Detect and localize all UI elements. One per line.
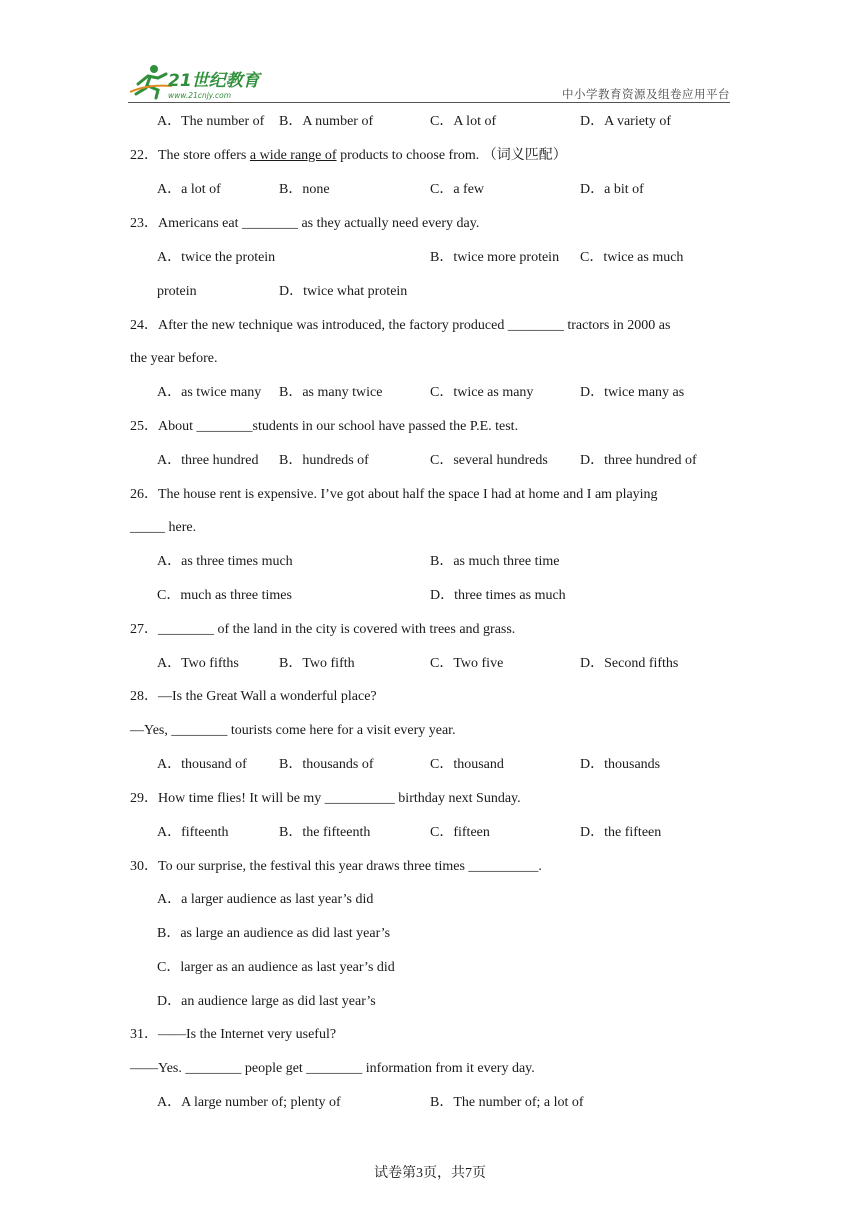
q29-options <box>0 823 860 843</box>
q30-option-b-row <box>0 924 860 944</box>
header-divider <box>128 102 730 103</box>
q30-option-b[interactable]: B．as large an audience as did last year’s <box>157 926 391 941</box>
q30-option-d-row <box>0 992 860 1012</box>
q28-option-d[interactable]: D．thousands <box>580 757 661 772</box>
q22-underlined-phrase: a wide range of <box>249 148 337 163</box>
q29-option-a[interactable]: A．fifteenth <box>157 825 229 840</box>
q26-option-d[interactable]: D．three times as much <box>430 588 566 603</box>
q28-stem-line1: 28．—Is the Great Wall a wonderful place? <box>130 689 377 704</box>
q31-stem-line2: ——Yes. ________ people get ________ information from it every day. <box>130 1061 535 1076</box>
q26-stem-line2: _____ here. <box>130 520 197 535</box>
q23-question <box>0 214 860 234</box>
q21-options <box>0 112 860 132</box>
q25-options <box>0 451 860 471</box>
q28-question <box>0 687 860 707</box>
q22-options <box>0 180 860 200</box>
q24-stem-line1: 24．After the new technique was introduced, the factory produced ________ tractors in 2000 as <box>130 318 671 333</box>
q23-option-c[interactable]: C．twice as much <box>580 250 684 265</box>
q24-option-b[interactable]: B．as many twice <box>279 385 383 400</box>
q22-stem: 22．The store offers a wide range of products to choose from. （词义匹配） <box>130 148 567 163</box>
q28-option-a[interactable]: A．thousand of <box>157 757 247 772</box>
q26-question-cont <box>0 518 860 538</box>
q24-option-d[interactable]: D．twice many as <box>580 385 685 400</box>
q26-stem-line1: 26．The house rent is expensive. I’ve got about half the space I had at home and I am playing <box>130 487 658 502</box>
logo-text: 21世纪教育 <box>168 71 260 91</box>
q25-question <box>0 417 860 437</box>
q30-question <box>0 857 860 877</box>
q24-option-a[interactable]: A．as twice many <box>157 385 262 400</box>
q27-stem: 27．________ of the land in the city is covered with trees and grass. <box>130 622 516 637</box>
q23-stem: 23．Americans eat ________ as they actually need every day. <box>130 216 480 231</box>
q29-option-b[interactable]: B．the fifteenth <box>279 825 371 840</box>
q23-option-b[interactable]: B．twice more protein <box>430 250 560 265</box>
q22-option-b[interactable]: B．none <box>279 182 330 197</box>
q27-options <box>0 654 860 674</box>
q24-option-c[interactable]: C．twice as many <box>430 385 534 400</box>
logo-21cnjy <box>128 62 288 102</box>
q29-option-c[interactable]: C．fifteen <box>430 825 490 840</box>
q27-option-b[interactable]: B．Two fifth <box>279 656 355 671</box>
q27-question <box>0 620 860 640</box>
q26-option-c[interactable]: C．much as three times <box>157 588 292 603</box>
q27-option-a[interactable]: A．Two fifths <box>157 656 239 671</box>
q24-stem-line2: the year before. <box>130 351 218 366</box>
q26-option-b[interactable]: B．as much three time <box>430 554 560 569</box>
q26-options-1 <box>0 552 860 572</box>
q28-option-b[interactable]: B．thousands of <box>279 757 374 772</box>
q31-option-b[interactable]: B．The number of; a lot of <box>430 1095 584 1110</box>
q31-options <box>0 1093 860 1113</box>
q23-option-d[interactable]: D．twice what protein <box>279 284 408 299</box>
q22-question <box>0 146 860 166</box>
q31-option-a[interactable]: A．A large number of; plenty of <box>157 1095 341 1110</box>
q24-question-cont <box>0 349 860 369</box>
logo-url: www.21cnjy.com <box>168 91 232 100</box>
q31-question <box>0 1025 860 1045</box>
q25-option-d[interactable]: D．three hundred of <box>580 453 697 468</box>
q21-option-c[interactable]: C．A lot of <box>430 114 497 129</box>
q25-option-b[interactable]: B．hundreds of <box>279 453 369 468</box>
q27-option-d[interactable]: D．Second fifths <box>580 656 679 671</box>
q28-question-cont <box>0 721 860 741</box>
q28-option-c[interactable]: C．thousand <box>430 757 504 772</box>
q23-options <box>0 248 860 268</box>
q30-option-c[interactable]: C．larger as an audience as last year’s did <box>157 960 395 975</box>
q29-stem: 29．How time flies! It will be my __________ birthday next Sunday. <box>130 791 521 806</box>
q30-option-d[interactable]: D．an audience large as did last year’s <box>157 994 376 1009</box>
q24-question <box>0 316 860 336</box>
q26-question <box>0 485 860 505</box>
q26-option-a[interactable]: A．as three times much <box>157 554 293 569</box>
q26-options-2 <box>0 586 860 606</box>
page-footer: 试卷第3页，共7页 <box>374 1166 486 1181</box>
q25-stem: 25．About ________students in our school have passed the P.E. test. <box>130 419 519 434</box>
q28-stem-line2: —Yes, ________ tourists come here for a visit every year. <box>130 723 456 738</box>
q23-option-c-wrap[interactable]: protein <box>157 284 197 299</box>
q21-option-d[interactable]: D．A variety of <box>580 114 671 129</box>
q22-option-c[interactable]: C．a few <box>430 182 485 197</box>
q30-option-c-row <box>0 958 860 978</box>
q23-option-a[interactable]: A．twice the protein <box>157 250 276 265</box>
q21-option-b[interactable]: B．A number of <box>279 114 374 129</box>
q24-options <box>0 383 860 403</box>
page-header <box>128 62 730 104</box>
q30-option-a[interactable]: A．a larger audience as last year’s did <box>157 892 374 907</box>
header-platform-text: 中小学教育资源及组卷应用平台 <box>562 87 730 101</box>
q22-option-a[interactable]: A．a lot of <box>157 182 221 197</box>
q22-option-d[interactable]: D．a bit of <box>580 182 644 197</box>
q28-options <box>0 755 860 775</box>
q25-option-a[interactable]: A．three hundred <box>157 453 259 468</box>
q29-option-d[interactable]: D．the fifteen <box>580 825 662 840</box>
q31-question-cont <box>0 1059 860 1079</box>
q30-stem: 30．To our surprise, the festival this year draws three times __________. <box>130 859 542 874</box>
q31-stem-line1: 31．——Is the Internet very useful? <box>130 1027 337 1042</box>
q27-option-c[interactable]: C．Two five <box>430 656 504 671</box>
q25-option-c[interactable]: C．several hundreds <box>430 453 548 468</box>
q30-option-a-row <box>0 890 860 910</box>
q23-options-wrap <box>0 282 860 302</box>
q29-question <box>0 789 860 809</box>
q21-option-a[interactable]: A．The number of <box>157 114 265 129</box>
